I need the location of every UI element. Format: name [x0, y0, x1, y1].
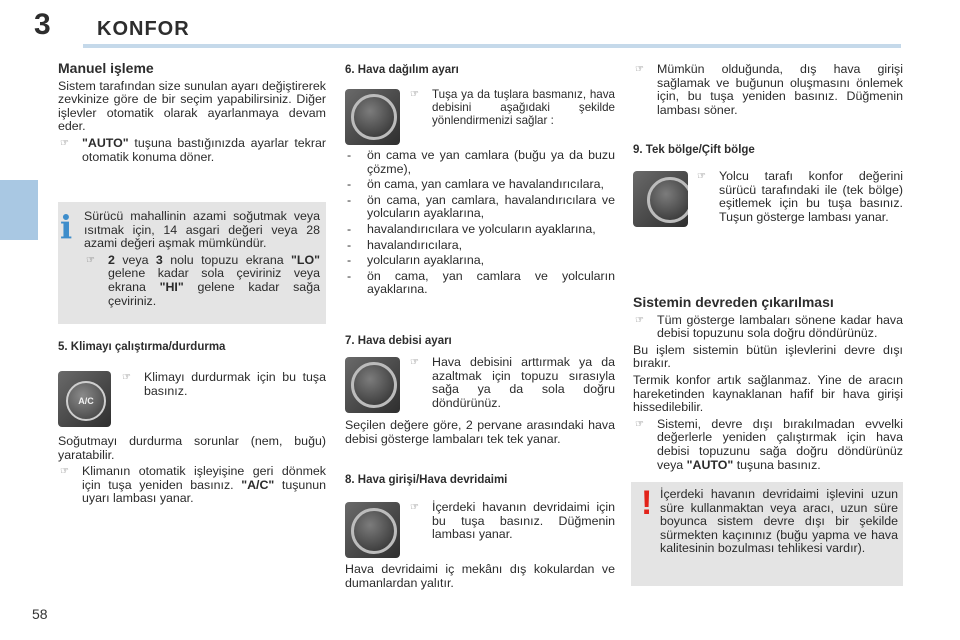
pointing-hand-icon: ☞ — [60, 466, 69, 478]
warning-text: İçerdeki havanın devridaimi işlevini uzun süre kullanmaktan veya aracı, uzun süre boyunca sistem devre dışı bir şekilde sürmekten kaçınınız (buğu yapma ve hava kalitesinin bozulması tehlikesi vardır). — [660, 487, 898, 556]
list-item: - ön cama, yan camlara ve havalandırıcılara, — [347, 177, 604, 192]
sec7-title: 7. Hava debisi ayarı — [345, 335, 452, 347]
sec8-bullet: ☞ İçerdeki havanın devridaimi için bu tuşa basınız. Düğmenin lambası yanar. — [410, 500, 615, 542]
warning-content — [660, 488, 898, 559]
sec8-title: 8. Hava girişi/Hava devridaimi — [345, 474, 508, 486]
pointing-hand-icon: ☞ — [697, 171, 706, 182]
ac-control-image — [58, 371, 111, 427]
sec5-para: Soğutmayı durdurma sorunlar (nem, buğu) yaratabilir. — [58, 434, 326, 462]
sec6-bullet-block — [408, 89, 615, 130]
off-para-2: Termik konfor artık sağlanmaz. Yine de aracın hareketinden kaynaklanan hafif bir hava girişi hissedilebilir. — [633, 372, 903, 415]
pointing-hand-icon: ☞ — [410, 89, 419, 100]
sec5-body — [58, 435, 326, 509]
zone-control-image — [633, 171, 688, 227]
recirculation-knob — [351, 508, 397, 554]
manual-intro: Sistem tarafından size sunulan ayarı değiştirerek zevkinize göre de bir seçim yapabilirsiniz. Diğer işlevler otomatik olarak ayarlanmaya devam eder. — [58, 78, 326, 134]
off-bullet: ☞ Tüm gösterge lambaları sönene kadar hava debisi topuzunu sola doğru döndürünüz. — [635, 312, 903, 341]
sec6-list — [345, 149, 615, 299]
sec5-bullet: ☞ Klimayı durdurmak için bu tuşa basınız. — [122, 370, 326, 398]
recirculation-control-image — [345, 502, 400, 558]
off-bullet-2: ☞ Sistemi, devre dışı bırakılmadan evvelki değerlerle yeniden çalıştırmak için hava debisi topuzunu sağa doğru döndürünüz veya "AUTO" tuşuna basınız. — [635, 416, 903, 472]
right-top-block — [633, 63, 903, 120]
list-item: - yolcuların ayaklarına, — [347, 253, 485, 268]
list-item: - havalandırıcılara ve yolcuların ayaklarına, — [347, 221, 596, 236]
sec5-bullet-block — [120, 371, 326, 401]
pointing-hand-icon: ☞ — [635, 314, 644, 326]
sec9-title: 9. Tek bölge/Çift bölge — [633, 144, 755, 156]
info-icon: i — [60, 208, 73, 246]
auto-bullet: ☞ "AUTO" tuşuna bastığınızda ayarlar tekrar otomatik konuma döner. — [60, 135, 326, 164]
pointing-hand-icon: ☞ — [410, 502, 419, 513]
sec8-heading-block — [345, 474, 615, 488]
sec7-para: Seçilen değere göre, 2 pervane arasındaki hava debisi gösterge lambaları tek tek yanar. — [345, 418, 615, 446]
manual-title: Manuel işleme — [58, 60, 154, 76]
sec5-heading-block — [58, 341, 326, 355]
list-item: - ön cama ve yan camlara (buğu ya da buzu çözme), — [347, 148, 615, 176]
sec6-heading-block — [345, 64, 615, 78]
sec6-title: 6. Hava dağılım ayarı — [345, 64, 459, 76]
off-para-1: Bu işlem sistemin bütün işlevlerini devre dışı bırakır. — [633, 342, 903, 371]
pointing-hand-icon: ☞ — [410, 357, 419, 368]
sec7-heading-block — [345, 335, 615, 349]
distribution-knob — [351, 94, 397, 140]
sec8-para: Hava devridaimi iç mekânı dış kokulardan ve dumanlardan yalıtır. — [345, 562, 615, 590]
chapter-title: KONFOR — [97, 18, 190, 40]
off-title: Sistemin devreden çıkarılması — [633, 294, 834, 310]
airflow-knob — [351, 362, 397, 408]
list-item: - ön cama, yan camlara ve yolcuların ayaklarına. — [347, 268, 615, 297]
sec7-bullet: ☞ Hava debisini arttırmak ya da azaltmak için topuzu sırasıyla sağa ya da sola doğru döndürünüz. — [410, 355, 615, 410]
info-content — [84, 210, 320, 311]
warning-icon: ! — [641, 484, 653, 522]
sec7-body — [345, 419, 615, 449]
pointing-hand-icon: ☞ — [122, 372, 131, 383]
sec5-title: 5. Klimayı çalıştırma/durdurma — [58, 341, 226, 353]
sec9-heading-block — [633, 144, 903, 158]
info-text: Sürücü mahallinin azami soğutmak veya ısıtmak için, 14 asgari değeri veya 28 azami değeri aşmak mümkündür. — [84, 209, 320, 251]
pointing-hand-icon: ☞ — [635, 418, 644, 430]
pointing-hand-icon: ☞ — [635, 64, 644, 75]
outside-air-bullet: ☞ Mümkün olduğunda, dış hava girişi sağlamak ve buğunun oluşmasını önlemek için, bu tuşa yeniden basınız. Düğmenin lambası söner. — [635, 62, 903, 117]
sec9-bullet-block — [695, 170, 903, 227]
off-section — [633, 296, 903, 475]
sec7-bullet-block — [408, 356, 615, 413]
zone-knob — [647, 177, 688, 223]
list-item: - ön cama, yan camlara, havalandırıcılara ve yolcuların ayaklarına, — [347, 192, 615, 221]
pointing-hand-icon: ☞ — [86, 254, 95, 266]
sec8-bullet-block — [408, 501, 615, 545]
ac-button: A/C — [66, 381, 106, 421]
chapter-number: 3 — [34, 8, 51, 41]
pointing-hand-icon: ☞ — [60, 137, 69, 149]
list-item: - havalandırıcılara, — [347, 237, 463, 252]
sec6-bullet: ☞ Tuşa ya da tuşlara basmanız, hava debisini aşağıdaki şekilde yönlendirmenizi sağlar : — [410, 88, 615, 127]
sec8-body — [345, 563, 615, 593]
sec9-bullet: ☞ Yolcu tarafı konfor değerini sürücü tarafındaki ile (tek bölge) eşitlemek için bu tuşa basınız. Tuşun gösterge lambası yanar. — [697, 169, 903, 224]
manual-section — [58, 62, 326, 167]
info-bullet: ☞ 2 veya 3 nolu topuzu ekrana "LO" gelene kadar sola çeviriniz veya ekrana "HI" gelene kadar sağa çeviriniz. — [86, 252, 320, 308]
airflow-control-image — [345, 357, 400, 413]
page-number: 58 — [32, 606, 48, 622]
distribution-control-image — [345, 89, 400, 145]
header-rule — [83, 44, 901, 48]
chapter-side-tab — [0, 180, 38, 240]
sec5-bullet2: ☞ Klimanın otomatik işleyişine geri dönmek için tuşa yeniden basınız. "A/C" tuşunun uyarı lambası yanar. — [60, 464, 326, 506]
